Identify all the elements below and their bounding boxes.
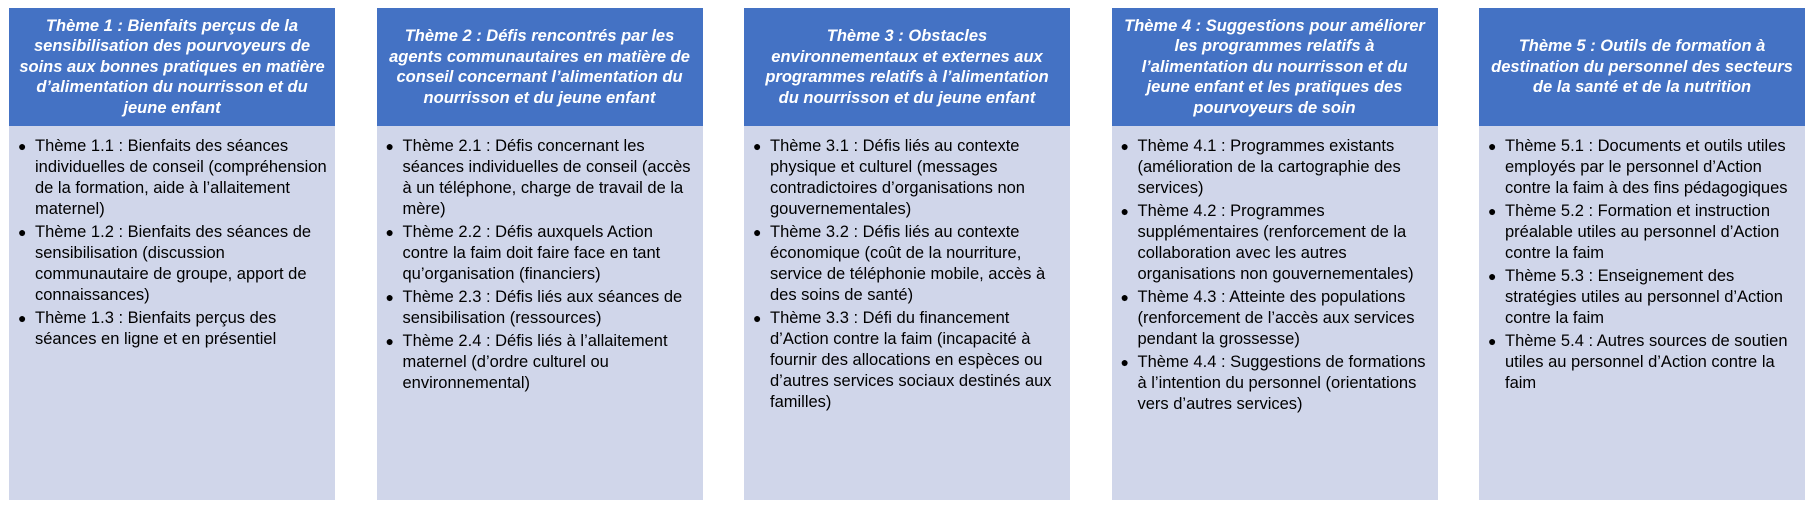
bullet-icon: ● [1120,354,1129,370]
subtheme-2-3: ● Thème 2.3 : Défis liés aux séances de sensibilisation (ressources) [385,288,683,327]
bullet-icon: ● [1488,203,1497,219]
subtheme-2-1: ● Thème 2.1 : Défis concernant les séances individuelles de conseil (accès à un téléphone, charge de travail de la mère) [385,137,691,218]
theme-3-column [744,8,1070,500]
theme-2-header: Thème 2 : Défis rencontrés par les agents communautaires en matière de conseil concernant l’alimentation du nourrisson et du jeune enfant [377,8,703,126]
bullet-icon: ● [385,289,394,305]
bullet-icon: ● [1120,203,1129,219]
subtheme-5-4: ● Thème 5.4 : Autres sources de soutien utiles au personnel d’Action contre la faim [1488,332,1788,392]
subtheme-5-2: ● Thème 5.2 : Formation et instruction préalable utiles au personnel d’Action contre la faim [1488,202,1780,262]
theme-4-body [1112,126,1438,500]
subtheme-3-2: ● Thème 3.2 : Défis liés au contexte économique (coût de la nourriture, service de téléphonie mobile, accès à des soins de santé) [753,223,1046,304]
subtheme-3-3: ● Thème 3.3 : Défi du financement d’Action contre la faim (incapacité à fournir des allocations en espèces ou d’autres services sociaux destinés aux familles) [753,309,1052,411]
theme-4-column [1112,8,1438,500]
bullet-icon: ● [385,333,394,349]
bullet-icon: ● [1488,268,1497,284]
bullet-icon: ● [18,224,27,240]
bullet-icon: ● [1488,138,1497,154]
subtheme-4-2: ● Thème 4.2 : Programmes supplémentaires (renforcement de la collaboration avec les autres organisations non gouvernementales) [1120,202,1414,283]
theme-4-subtheme-list [1120,136,1430,415]
theme-5-subtheme-list [1487,136,1797,394]
subtheme-1-1: ● Thème 1.1 : Bienfaits des séances individuelles de conseil (compréhension de la formation, aide à l’allaitement maternel) [18,137,327,218]
theme-3-body [744,126,1070,500]
theme-5-body [1479,126,1805,500]
theme-2-subtheme-list [385,136,695,394]
theme-2-body [377,126,703,500]
bullet-icon: ● [1120,289,1129,305]
subtheme-5-1: ● Thème 5.1 : Documents et outils utiles employés par le personnel d’Action contre la faim à des fins pédagogiques [1488,137,1788,197]
bullet-icon: ● [18,310,27,326]
theme-1-column [9,8,335,500]
bullet-icon: ● [385,224,394,240]
bullet-icon: ● [385,138,394,154]
subtheme-4-3: ● Thème 4.3 : Atteinte des populations (renforcement de l’accès aux services pendant la grossesse) [1120,288,1415,348]
theme-5-column [1479,8,1805,500]
subtheme-4-4: ● Thème 4.4 : Suggestions de formations à l’intention du personnel (orientations vers d’autres services) [1120,353,1426,413]
subtheme-2-2: ● Thème 2.2 : Défis auxquels Action contre la faim doit faire face en tant qu’organisation (financiers) [385,223,661,283]
subtheme-4-1: ● Thème 4.1 : Programmes existants (amélioration de la cartographie des services) [1120,137,1401,197]
theme-1-body [9,126,335,500]
theme-3-subtheme-list [752,136,1062,413]
theme-4-header: Thème 4 : Suggestions pour améliorer les programmes relatifs à l’alimentation du nourrisson et du jeune enfant et les pratiques des pourvoyeurs de soin [1112,8,1438,126]
theme-3-header: Thème 3 : Obstacles environnementaux et externes aux programmes relatifs à l’alimentation du nourrisson et du jeune enfant [744,8,1070,126]
theme-2-column [377,8,703,500]
bullet-icon: ● [1120,138,1129,154]
theme-5-header: Thème 5 : Outils de formation à destination du personnel des secteurs de la santé et de la nutrition [1479,8,1805,126]
bullet-icon: ● [18,138,27,154]
theme-1-subtheme-list [17,136,327,350]
theme-1-header: Thème 1 : Bienfaits perçus de la sensibilisation des pourvoyeurs de soins aux bonnes pratiques en matière d’alimentation du nourrisson et du jeune enfant [9,8,335,126]
subtheme-5-3: ● Thème 5.3 : Enseignement des stratégies utiles au personnel d’Action contre la faim [1488,267,1783,327]
bullet-icon: ● [753,138,762,154]
subtheme-1-2: ● Thème 1.2 : Bienfaits des séances de sensibilisation (discussion communautaire de groupe, apport de connaissances) [18,223,312,304]
bullet-icon: ● [753,224,762,240]
bullet-icon: ● [1488,333,1497,349]
subtheme-2-4: ● Thème 2.4 : Défis liés à l’allaitement maternel (d’ordre culturel ou environnemental) [385,332,668,392]
themes-diagram [9,8,1805,500]
subtheme-3-1: ● Thème 3.1 : Défis liés au contexte physique et culturel (messages contradictoires d’organisations non gouvernementales) [753,137,1025,218]
subtheme-1-3: ● Thème 1.3 : Bienfaits perçus des séances en ligne et en présentiel [18,309,277,348]
bullet-icon: ● [753,310,762,326]
